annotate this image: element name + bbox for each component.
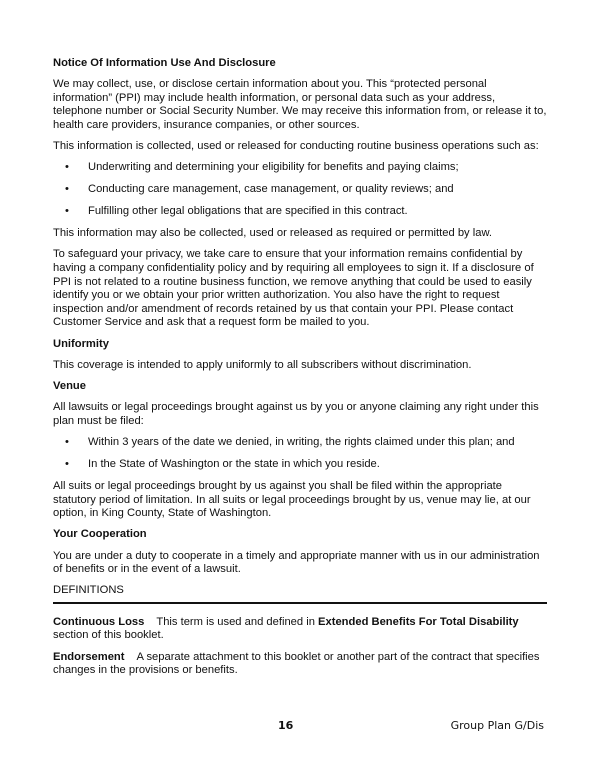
definition-text: section of this booklet. [53,629,164,642]
footer-plan-label: Group Plan G/Dis [450,719,544,732]
list-item: • Within 3 years of the date we denied, in writing, the rights claimed under this plan; and [53,436,547,450]
paragraph: We may collect, use, or disclose certain information about you. This “protected personal information” (PPI) may include health information, or personal data such as your address, telephone number or Social Security Number. We may receive this information from, or release it to, health care providers, insurance companies, or other sources. [53,78,547,131]
bullet-list [53,436,547,472]
definition-term: Endorsement [53,650,125,663]
section-heading-cooperation: Your Cooperation [53,528,147,541]
paragraph: All suits or legal proceedings brought by us against you shall be filed within the appropriate statutory period of limitation. In all suits or legal proceedings brought by us, venue may lie, at our option, in King County, State of Washington. [53,479,531,520]
paragraph: You are under a duty to cooperate in a timely and appropriate manner with us in our administration of benefits or in the event of a lawsuit. [53,549,540,576]
paragraph: This information is collected, used or released for conducting routine business operations such as: [53,140,539,153]
list-item: • Conducting care management, case management, or quality reviews; and [53,183,547,197]
paragraph: All lawsuits or legal proceedings brought against us by you or anyone claiming any right under this plan must be filed: [53,401,539,427]
list-item: • Underwriting and determining your eligibility for benefits and paying claims; [53,161,547,175]
definition-text: This term is used and defined in [156,615,319,628]
paragraph: To safeguard your privacy, we take care to ensure that your information remains confidential by having a company confidentiality policy and by requiring all employees to sign it. If a disclosure of PPI is not related to a routine business function, we remove anything that could be used to easily identify you or we obtain your prior written authorization. You also have the right to request inspection and/or amendment of records retained by us that contain your PPI. Please contact Customer Service and ask that a request form be mailed to you. [53,248,534,329]
bullet-list [53,161,547,219]
section-heading-notice: Notice Of Information Use And Disclosure [53,57,276,69]
document-body [53,57,547,685]
list-item: • In the State of Washington or the state in which you reside. [53,458,547,472]
page-number: 16 [278,719,294,732]
paragraph: This coverage is intended to apply uniformly to all subscribers without discrimination. [53,358,472,371]
definition-continuous-loss [53,616,547,643]
list-item: • Fulfilling other legal obligations that are specified in this contract. [53,205,547,219]
section-heading-uniformity: Uniformity [53,337,109,350]
definition-endorsement [53,651,547,678]
paragraph: This information may also be collected, used or released as required or permitted by law. [53,227,493,240]
section-heading-venue: Venue [53,380,86,393]
section-reference: Extended Benefits For Total Disability [318,615,519,628]
definition-text: A separate attachment to this booklet or another part of the contract that specifies changes in the provisions or benefits. [53,650,540,677]
definitions-heading: DEFINITIONS [53,584,547,604]
definition-term: Continuous Loss [53,615,145,628]
